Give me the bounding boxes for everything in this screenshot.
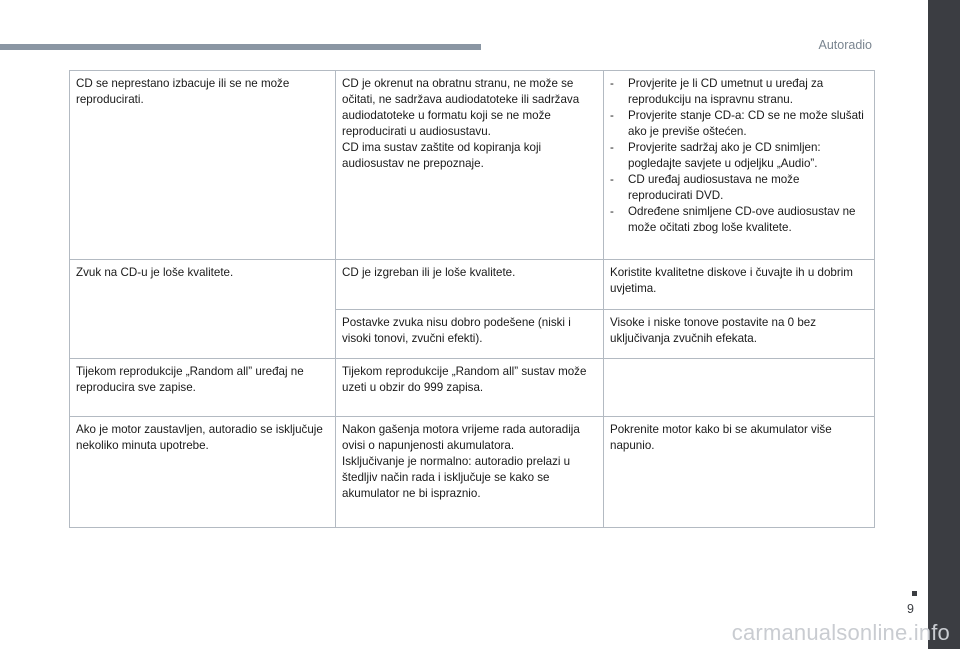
solution-cell [604,71,875,260]
side-strip [928,0,960,649]
page-number: 9 [907,602,914,616]
solution-cell [604,359,875,417]
list-item: - Određene snimljene CD-ove audiosustav ne može očitati zbog loše kvalitete. [610,205,856,234]
problem-cell: CD se neprestano izbacuje ili se ne može reproducirati. [70,71,336,260]
problem-cell: Tijekom reprodukcije „Random all” uređaj ne reproducira sve zapise. [70,359,336,417]
troubleshooting-table [69,70,875,528]
header-accent-bar [0,44,481,50]
table-row [70,359,875,417]
solution-cell: Pokrenite motor kako bi se akumulator više napunio. [604,417,875,528]
cause-cell: Postavke zvuka nisu dobro podešene (niski i visoki tonovi, zvučni efekti). [336,310,604,359]
list-item: - CD uređaj audiosustava ne može reproducirati DVD. [610,173,800,202]
cause-cell: Nakon gašenja motora vrijeme rada autoradija ovisi o napunjenosti akumulatora. Isključivanje je normalno: autoradio prelazi u štedljiv način rada i isključuje se kako se akumulator ne bi ispraznio. [336,417,604,528]
list-item: - Provjerite je li CD umetnut u uređaj za reprodukciju na ispravnu stranu. [610,77,824,106]
solution-list [610,76,866,236]
list-item: - Provjerite stanje CD-a: CD se ne može slušati ako je previše oštećen. [610,109,864,138]
problem-cell: Zvuk na CD-u je loše kvalitete. [70,260,336,359]
table-row [70,260,875,310]
table-row [70,71,875,260]
solution-cell: Koristite kvalitetne diskove i čuvajte ih u dobrim uvjetima. [604,260,875,310]
list-item: - Provjerite sadržaj ako je CD snimljen: pogledajte savjete u odjeljku „Audio”. [610,141,821,170]
solution-cell: Visoke i niske tonove postavite na 0 bez uključivanja zvučnih efekata. [604,310,875,359]
section-title: Autoradio [818,38,872,52]
cause-cell: Tijekom reprodukcije „Random all” sustav može uzeti u obzir do 999 zapisa. [336,359,604,417]
page-marker [912,591,917,596]
watermark: carmanualsonline.info [731,620,950,645]
table-row [70,417,875,528]
problem-cell: Ako je motor zaustavljen, autoradio se isključuje nekoliko minuta upotrebe. [70,417,336,528]
cause-cell: CD je izgreban ili je loše kvalitete. [336,260,604,310]
cause-cell: CD je okrenut na obratnu stranu, ne može se očitati, ne sadržava audiodatoteke ili sadržava audiodatoteke u formatu koji se ne može reproducirati u audiosustavu. CD ima sustav zaštite od kopiranja koji audiosustav ne prepoznaje. [336,71,604,260]
